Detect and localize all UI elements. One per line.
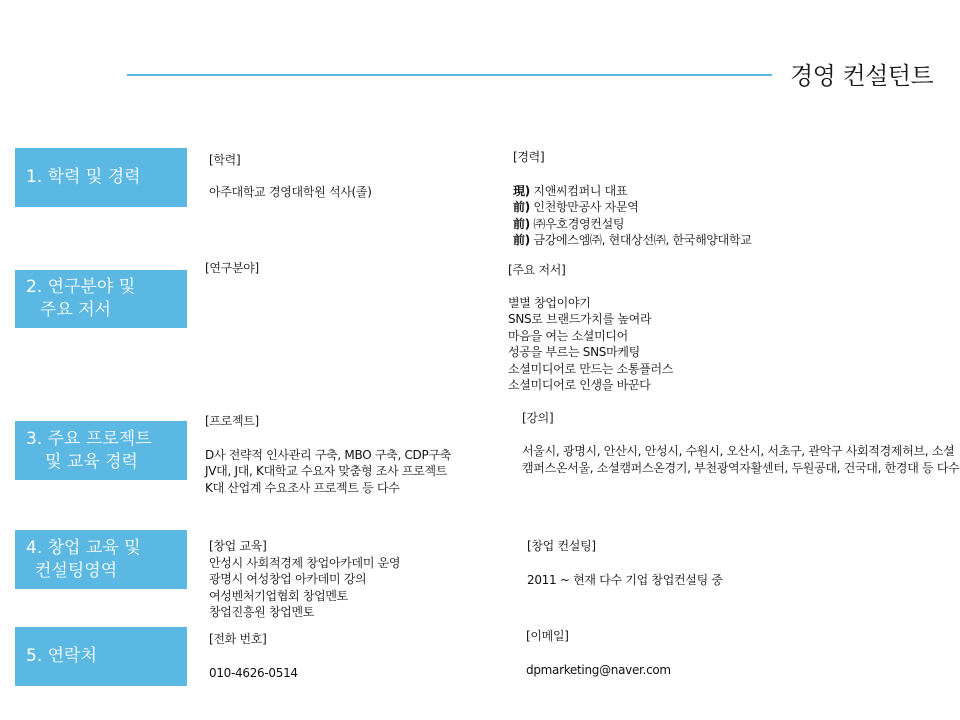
career-text: ㈜우호경영컨설팅 bbox=[529, 216, 625, 231]
section-label-line: 5. 연락처 bbox=[26, 646, 97, 666]
section-label-research-books bbox=[15, 270, 187, 328]
startup-education-item: 창업진흥원 창업멘토 bbox=[209, 605, 315, 619]
education-heading: [학력] bbox=[209, 153, 241, 167]
section-label-projects-teaching bbox=[15, 421, 187, 480]
career-text: 인천항만공사 자문역 bbox=[529, 200, 639, 214]
startup-consulting-block bbox=[527, 538, 723, 588]
career-text: 금강에스엠㈜, 현대상선㈜, 한국해양대학교 bbox=[529, 233, 752, 247]
email-block bbox=[526, 628, 671, 678]
book-item: SNS로 브랜드가치를 높여라 bbox=[508, 312, 652, 326]
startup-education-heading: [창업 교육] bbox=[209, 539, 267, 553]
startup-education-item: 여성벤처기업협회 창업멘토 bbox=[209, 588, 349, 603]
section-label-line: 1. 학력 및 경력 bbox=[26, 167, 141, 187]
book-item: 소셜미디어로 인생을 바꾼다 bbox=[508, 378, 651, 392]
lectures-heading-wrap bbox=[522, 410, 553, 442]
lectures-heading: [강의] bbox=[522, 411, 554, 425]
book-item: 소셜미디어로 만드는 소통플러스 bbox=[508, 361, 674, 376]
email-address: dpmarketing@naver.com bbox=[526, 662, 671, 677]
startup-consulting-heading: [창업 컨설팅] bbox=[527, 539, 596, 553]
startup-education-item: 광명시 여성창업 아카데미 강의 bbox=[209, 572, 367, 586]
section-label-line: 컨설팅영역 bbox=[35, 560, 118, 581]
project-item: K대 산업계 수요조사 프로젝트 등 다수 bbox=[205, 480, 400, 495]
section-label-startup bbox=[15, 530, 187, 589]
project-item: D사 전략적 인사관리 구축, MBO 구축, CDP구축 bbox=[205, 447, 452, 462]
page-title: 경영 컨설턴트 bbox=[790, 62, 934, 90]
phone-number: 010-4626-0514 bbox=[209, 665, 298, 680]
projects-heading: [프로젝트] bbox=[205, 414, 259, 428]
books-heading: [주요 저서] bbox=[508, 263, 566, 277]
startup-education-block bbox=[209, 538, 400, 621]
career-prefix: 前) bbox=[513, 200, 530, 214]
books-block bbox=[508, 262, 673, 394]
email-heading: [이메일] bbox=[526, 629, 569, 643]
section-label-line: 3. 주요 프로젝트 bbox=[26, 428, 152, 449]
startup-consulting-item: 2011 ~ 현재 다수 기업 창업컨설팅 중 bbox=[527, 572, 723, 587]
career-block bbox=[513, 149, 752, 249]
section-label-contact bbox=[15, 627, 187, 686]
lectures-text: 서울시, 광명시, 안산시, 안성시, 수원시, 오산시, 서초구, 관악구 사회적경제허브, 소셜캠퍼스온서울, 소셜캠퍼스온경기, 부천광역자활센터, 두원공대, 건국대, 한경대 등 다수 bbox=[522, 444, 960, 475]
book-item: 별별 창업이야기 bbox=[508, 295, 591, 310]
career-item bbox=[513, 232, 752, 249]
book-item: 마음을 여는 소셜미디어 bbox=[508, 328, 628, 343]
phone-block bbox=[209, 631, 298, 681]
education-block bbox=[209, 152, 372, 200]
career-item bbox=[513, 183, 752, 200]
section-label-line: 4. 창업 교육 및 bbox=[26, 537, 141, 558]
project-item: JV대, J대, K대학교 수요자 맞춤형 조사 프로젝트 bbox=[205, 464, 448, 478]
career-prefix: 前) bbox=[513, 216, 530, 231]
startup-education-item: 안성시 사회적경제 창업아카데미 운영 bbox=[209, 555, 401, 570]
phone-heading: [전화 번호] bbox=[209, 632, 267, 646]
section-label-line: 주요 저서 bbox=[40, 300, 112, 320]
career-item bbox=[513, 199, 752, 216]
career-item bbox=[513, 216, 752, 233]
book-item: 성공을 부르는 SNS마케팅 bbox=[508, 345, 640, 359]
section-label-education-career bbox=[15, 148, 187, 207]
career-text: 지앤씨컴퍼니 대표 bbox=[529, 183, 628, 198]
career-prefix: 現) bbox=[513, 183, 530, 198]
research-block bbox=[205, 260, 259, 292]
title-rule bbox=[127, 74, 772, 76]
projects-block bbox=[205, 413, 451, 496]
education-line: 아주대학교 경영대학원 석사(졸) bbox=[209, 184, 372, 199]
career-heading: [경력] bbox=[513, 150, 545, 164]
section-label-line: 2. 연구분야 및 bbox=[26, 277, 136, 297]
research-heading: [연구분야] bbox=[205, 261, 259, 275]
section-label-line: 및 교육 경력 bbox=[45, 451, 138, 472]
career-prefix: 前) bbox=[513, 233, 530, 247]
